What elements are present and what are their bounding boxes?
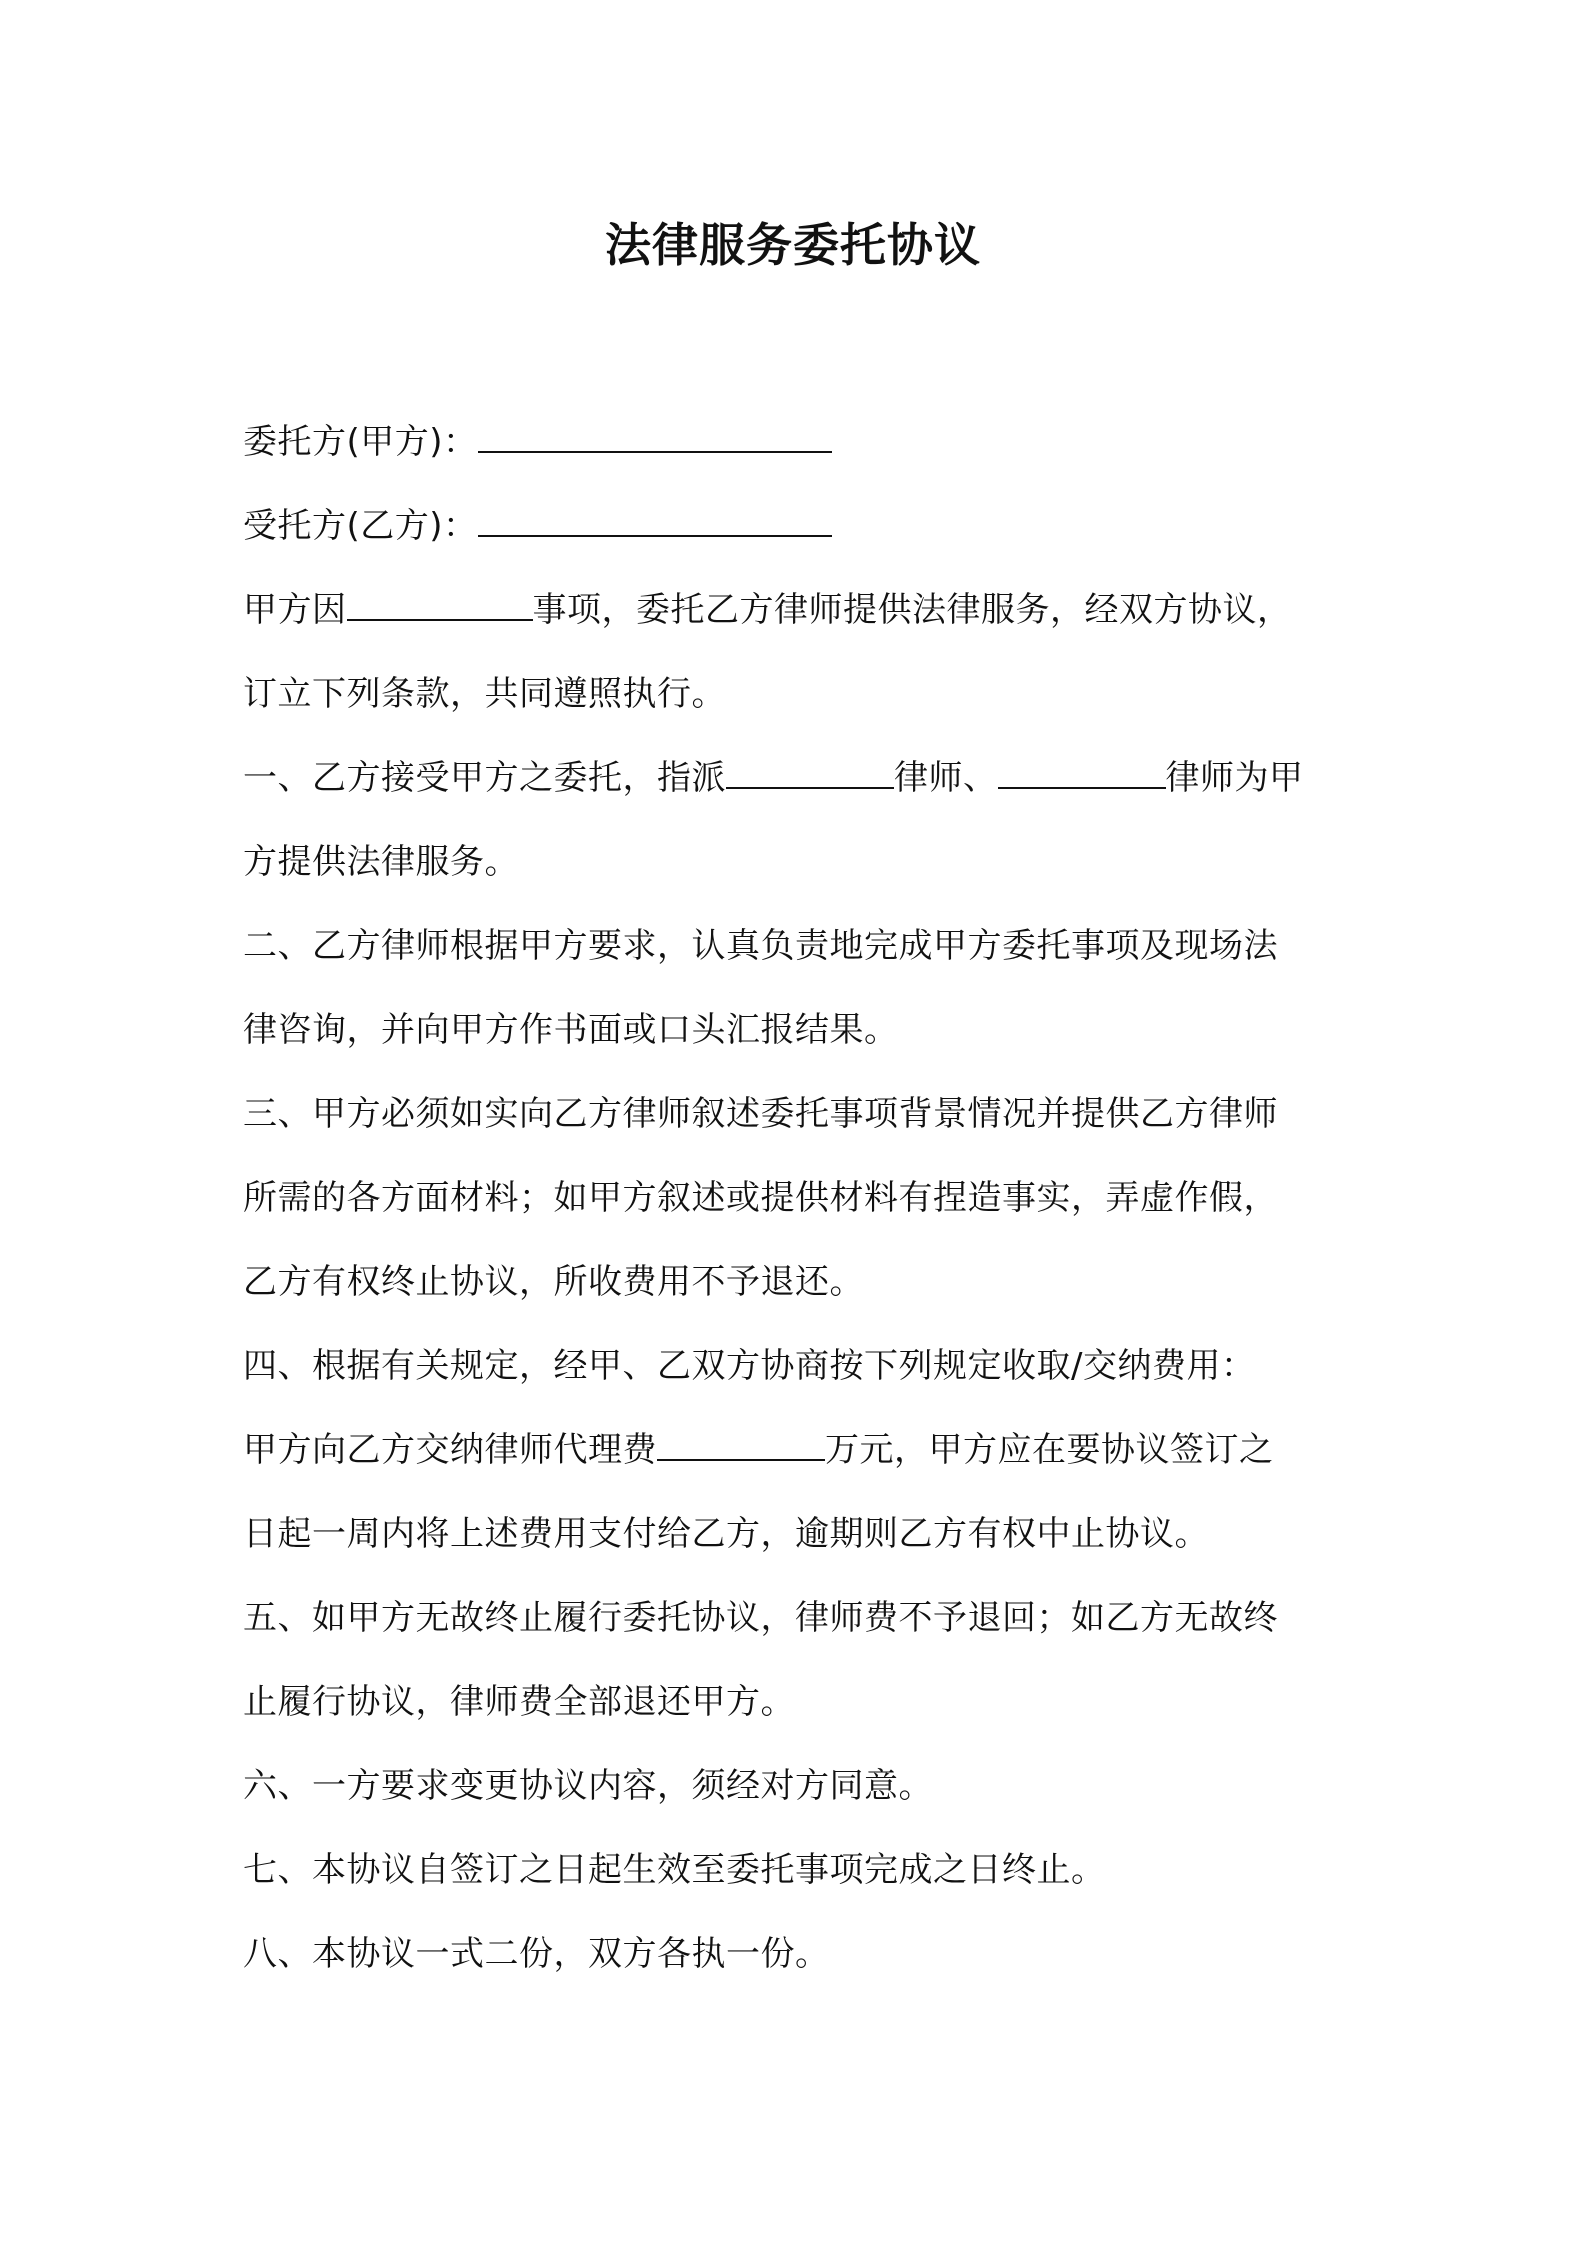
clause4-part1: 甲方向乙方交纳律师代理费 [243,1430,657,1470]
clause1-part1: 一、乙方接受甲方之委托，指派 [243,758,726,798]
lawyer1-blank [726,743,894,789]
document-title: 法律服务委托协议 [605,218,981,272]
clause1-line-1 [243,736,1363,820]
clause4-line-3: 日起一周内将上述费用支付给乙方，逾期则乙方有权中止协议。 [243,1514,1209,1554]
clause6-line: 六、一方要求变更协议内容，须经对方同意。 [243,1766,933,1806]
clause4-part2: 万元，甲方应在要协议签订之 [825,1430,1274,1470]
preamble-part1: 甲方因 [243,590,347,630]
lawyer2-blank [998,743,1166,789]
preamble-line-2: 订立下列条款，共同遵照执行。 [243,674,726,714]
fee-blank [657,1415,825,1461]
clause1-part3: 律师为甲 [1165,758,1304,798]
preamble-part2: 事项，委托乙方律师提供法律服务，经双方协议， [532,590,1292,630]
client-blank [478,407,832,453]
clause5-line-2: 止履行协议，律师费全部退还甲方。 [243,1682,795,1722]
clause8-line: 八、本协议一式二份，双方各执一份。 [243,1934,830,1974]
clause3-line-2: 所需的各方面材料；如甲方叙述或提供材料有捏造事实，弄虚作假， [243,1178,1278,1218]
clause2-line-1: 二、乙方律师根据甲方要求，认真负责地完成甲方委托事项及现场法 [243,926,1278,966]
agent-line [243,484,1363,568]
clause3-line-1: 三、甲方必须如实向乙方律师叙述委托事项背景情况并提供乙方律师 [243,1094,1278,1134]
clause1-line-2: 方提供法律服务。 [243,842,519,882]
clause5-line-1: 五、如甲方无故终止履行委托协议，律师费不予退回；如乙方无故终 [243,1598,1278,1638]
clause2-line-2: 律咨询，并向甲方作书面或口头汇报结果。 [243,1010,899,1050]
document-body [243,400,1363,1996]
client-line [243,400,1363,484]
client-label: 委托方(甲方)： [243,422,478,462]
clause3-line-3: 乙方有权终止协议，所收费用不予退还。 [243,1262,864,1302]
clause7-line: 七、本协议自签订之日起生效至委托事项完成之日终止。 [243,1850,1106,1890]
preamble-line-1 [243,568,1363,652]
clause4-line-2 [243,1408,1363,1492]
agent-label: 受托方(乙方)： [243,506,478,546]
clause1-part2: 律师、 [894,758,998,798]
clause4-line-1: 四、根据有关规定，经甲、乙双方协商按下列规定收取/交纳费用： [243,1346,1256,1386]
matter-blank [347,575,533,621]
agent-blank [478,491,832,537]
